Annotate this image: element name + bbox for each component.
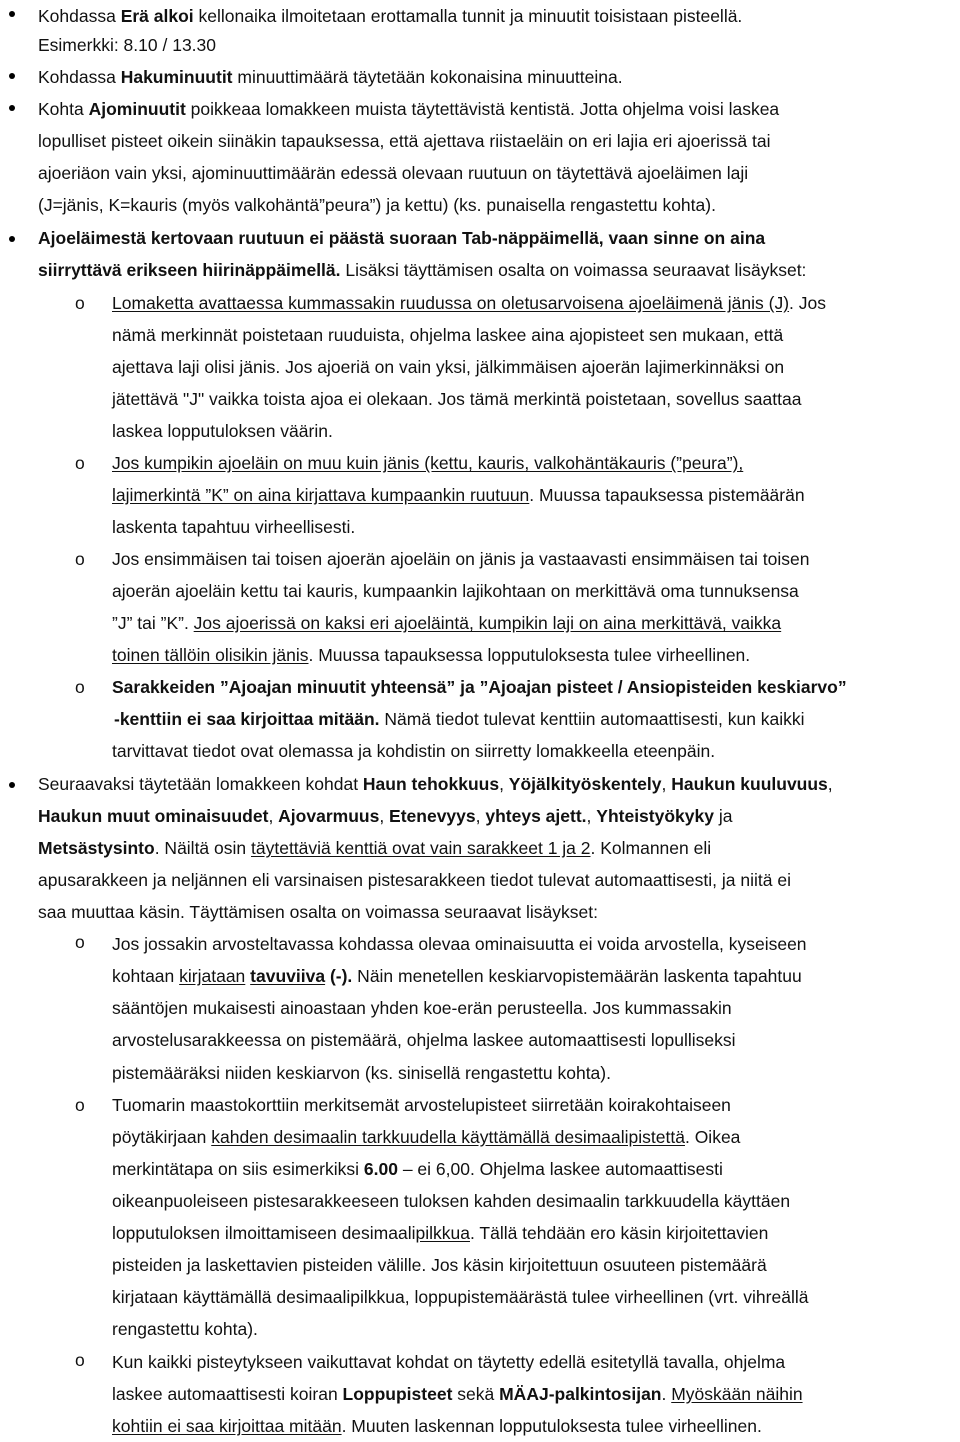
text-line: kohtaan kirjataan tavuviiva (-). Näin menetellen keskiarvopistemäärän laskenta tapahtuu (112, 966, 802, 986)
text-line: Ajoeläimestä kertovaan ruutuun ei päästä suoraan Tab-näppäimellä, vaan sinne on aina (38, 228, 766, 248)
bullet (9, 11, 15, 17)
text-line: Sarakkeiden ”Ajoajan minuutit yhteensä” ja ”Ajoajan pisteet / Ansiopisteiden keskiarvo” (112, 677, 847, 697)
sub-bullet-marker: o (75, 293, 85, 313)
text-line: pöytäkirjaan kahden desimaalin tarkkuudella käyttämällä desimaalipistettä. Oikea (112, 1127, 741, 1147)
bullet (9, 236, 15, 242)
text-line: laskee automaattisesti koiran Loppupisteet sekä MÄAJ-palkintosijan. Myöskään näihin (112, 1384, 803, 1404)
text-line: Seuraavaksi täytetään lomakkeen kohdat Haun tehokkuus, Yöjälkityöskentely, Haukun kuuluvuus, (38, 774, 833, 794)
text-line: toinen tällöin olisikin jänis. Muussa tapauksessa lopputuloksesta tulee virheellinen. (112, 645, 751, 665)
text-line: nämä merkinnät poistetaan ruuduista, ohjelma laskee aina ajopisteet sen mukaan, että (112, 325, 784, 345)
text-line: pistemääräksi niiden keskiarvon (ks. sinisellä rengastettu kohta). (112, 1063, 611, 1083)
sub-bullet-marker: o (75, 453, 85, 473)
text-line: ”J” tai ”K”. Jos ajoerissä on kaksi eri ajoeläintä, kumpikin laji on aina merkittävä, vaikka (112, 613, 782, 633)
bullet (9, 105, 15, 111)
text-line: sääntöjen mukaisesti ainoastaan yhden koe-erän perusteella. Jos kummassakin (112, 998, 732, 1018)
text-line: Kohdassa Erä alkoi kellonaika ilmoitetaan erottamalla tunnit ja minuutit toisistaan pisteellä. (38, 6, 743, 26)
text-line: lopputuloksen ilmoittamiseen desimaalipilkkua. Tällä tehdään ero käsin kirjoitettavien (112, 1223, 769, 1243)
bullet (9, 782, 15, 788)
text-line: laskea lopputuloksen väärin. (112, 421, 333, 441)
text-line: Tuomarin maastokorttiin merkitsemät arvostelupisteet siirretään koirakohtaiseen (112, 1095, 731, 1115)
text-line: kirjataan käyttämällä desimaalipilkkua, loppupistemäärästä tulee virheellinen (vrt. vihreällä (112, 1287, 809, 1307)
text-line: apusarakkeen ja neljännen eli varsinaisen pistesarakkeen tiedot tulevat automaattisesti, ja niitä ei (38, 870, 791, 890)
text-line: Haukun muut ominaisuudet, Ajovarmuus, Etenevyys, yhteys ajett., Yhteistyökyky ja (38, 806, 733, 826)
text-line: (J=jänis, K=kauris (myös valkohäntä”peura”) ja kettu) (ks. punaisella rengastettu kohta). (38, 195, 716, 215)
text-line: rengastettu kohta). (112, 1319, 258, 1339)
sub-bullet-marker: o (75, 549, 85, 569)
text-line: pisteiden ja laskettavien pisteiden välille. Jos käsin kirjoitettuun osuuteen pistemäärä (112, 1255, 767, 1275)
text-line: arvostelusarakkeessa on pistemäärä, ohjelma laskee automaattisesti lopulliseksi (112, 1030, 736, 1050)
sub-bullet-marker: o (75, 1095, 85, 1115)
text-line: laskenta tapahtuu virheellisesti. (112, 517, 356, 537)
text-line: Esimerkki: 8.10 / 13.30 (38, 35, 216, 55)
sub-bullet-marker: o (75, 1350, 85, 1370)
text-line: Jos kumpikin ajoeläin on muu kuin jänis (kettu, kauris, valkohäntäkauris (”peura”), (112, 453, 744, 473)
text-line: merkintätapa on siis esimerkiksi 6.00 – ei 6,00. Ohjelma laskee automaattisesti (112, 1159, 723, 1179)
text-line: lajimerkintä ”K” on aina kirjattava kumpaankin ruutuun. Muussa tapauksessa pistemäärän (112, 485, 805, 505)
text-line: tarvittavat tiedot ovat olemassa ja kohdistin on siirretty lomakkeella eteenpäin. (112, 741, 716, 761)
text-line: lopulliset pisteet oikein siinäkin tapauksessa, että ajettava riistaeläin on eri lajia eri ajoerissä tai (38, 131, 771, 151)
text-line: oikeanpuoleiseen pistesarakkeeseen tuloksen kahden desimaalin tarkkuudella käyttäen (112, 1191, 791, 1211)
text-line: Kohta Ajominuutit poikkeaa lomakkeen muista täytettävistä kentistä. Jotta ohjelma voisi laskea (38, 99, 780, 119)
text-line: ajoerän ajoeläin kettu tai kauris, kumpaankin lajikohtaan on merkittävä oma tunnuksensa (112, 581, 799, 601)
text-line: -kenttiin ei saa kirjoittaa mitään. Nämä tiedot tulevat kenttiin automaattisesti, kun kaikki (114, 709, 805, 729)
sub-bullet-marker: o (75, 677, 85, 697)
sub-bullet-marker: o (75, 932, 85, 952)
text-line: Kohdassa Hakuminuutit minuuttimäärä täytetään kokonaisina minuutteina. (38, 67, 623, 87)
text-line: ajettava laji olisi jänis. Jos ajoeriä on vain yksi, jälkimmäisen ajoerän lajimerkinnäksi on (112, 357, 785, 377)
text-line: kohtiin ei saa kirjoittaa mitään. Muuten laskennan lopputuloksesta tulee virheellinen. (112, 1416, 762, 1436)
text-line: Kun kaikki pisteytykseen vaikuttavat kohdat on täytetty edellä esitetyllä tavalla, ohjelma (112, 1352, 786, 1372)
bullet (9, 73, 15, 79)
text-line: jätettävä "J" vaikka toista ajoa ei olekaan. Jos tämä merkintä poistetaan, sovellus saattaa (112, 389, 802, 409)
text-line: Metsästysinto. Näiltä osin täytettäviä kenttiä ovat vain sarakkeet 1 ja 2. Kolmannen eli (38, 838, 712, 858)
text-line: siirryttävä erikseen hiirinäppäimellä. Lisäksi täyttämisen osalta on voimassa seuraavat lisäykset: (38, 260, 807, 280)
text-line: Jos ensimmäisen tai toisen ajoerän ajoeläin on jänis ja vastaavasti ensimmäisen tai toisen (112, 549, 810, 569)
text-line: ajoeriäon vain yksi, ajominuuttimäärän edessä olevaan ruutuun on täytettävä ajoeläimen laji (38, 163, 749, 183)
text-line: Lomaketta avattaessa kummassakin ruudussa on oletusarvoisena ajoeläimenä jänis (J). Jos (112, 293, 826, 313)
text-line: saa muuttaa käsin. Täyttämisen osalta on voimassa seuraavat lisäykset: (38, 902, 598, 922)
text-line: Jos jossakin arvosteltavassa kohdassa olevaa ominaisuutta ei voida arvostella, kyseiseen (112, 934, 807, 954)
